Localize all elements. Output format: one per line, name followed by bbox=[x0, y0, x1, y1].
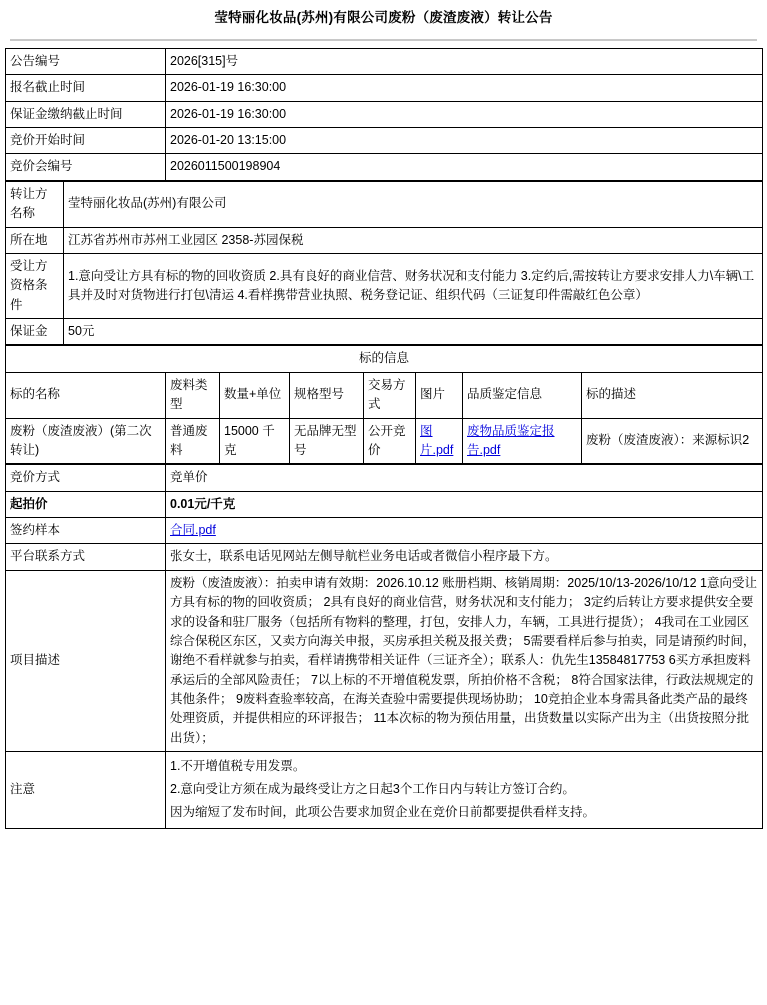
table-row bbox=[6, 544, 763, 570]
row-label: 竞价开始时间 bbox=[6, 128, 166, 154]
transferor-table bbox=[5, 181, 763, 346]
row-label: 报名截止时间 bbox=[6, 75, 166, 101]
row-label: 保证金 bbox=[6, 319, 64, 345]
row-label: 所在地 bbox=[6, 227, 64, 253]
row-label: 保证金缴纳截止时间 bbox=[6, 101, 166, 127]
quality-report-pdf-link[interactable]: 废物品质鉴定报告.pdf bbox=[467, 423, 555, 457]
table-row bbox=[6, 319, 763, 345]
contract-pdf-link[interactable]: 合同.pdf bbox=[170, 523, 216, 538]
row-value: 50元 bbox=[64, 319, 763, 345]
starting-price-value: 0.01元/千克 bbox=[166, 491, 763, 517]
row-label: 竞价方式 bbox=[6, 465, 166, 491]
table-row bbox=[6, 154, 763, 180]
row-value: 2026-01-20 13:15:00 bbox=[166, 128, 763, 154]
section-heading: 标的信息 bbox=[6, 346, 763, 372]
subject-spec: 无品牌无型号 bbox=[290, 418, 364, 464]
notice-line: 2.意向受让方须在成为最终受让方之日起3个工作日内与转让方签订合约。 bbox=[170, 782, 575, 797]
notice-line: 因为缩短了发布时间，此项公告要求加贸企业在竞价日前都要提供看样支持。 bbox=[170, 805, 596, 820]
subject-description: 废粉（废渣废液）：来源标识2 bbox=[582, 418, 763, 464]
notice-row bbox=[6, 752, 763, 828]
row-label: 转让方名称 bbox=[6, 181, 64, 227]
title-divider bbox=[10, 39, 757, 41]
row-value: 莹特丽化妆品(苏州)有限公司 bbox=[64, 181, 763, 227]
column-header-image: 图片 bbox=[416, 372, 463, 418]
table-row bbox=[6, 128, 763, 154]
subject-section-heading-row bbox=[6, 346, 763, 372]
subject-header-row bbox=[6, 372, 763, 418]
table-row bbox=[6, 491, 763, 517]
row-value: 1.意向受让方具有标的物的回收资质 2.具有良好的商业信营、财务状况和支付能力 3.定约后,需按转让方要求安排人力\车辆\工具并及时对货物进行打包\清运 4.看样携带营业执照、税务登记证、组织代码（三证复印件需敲红色公章） bbox=[64, 253, 763, 318]
row-value: 江苏省苏州市苏州工业园区 2358-苏园保税 bbox=[64, 227, 763, 253]
row-value: 2026011500198904 bbox=[166, 154, 763, 180]
row-label: 受让方资格条件 bbox=[6, 253, 64, 318]
page-title: 莹特丽化妆品(苏州)有限公司废粉（废渣废液）转让公告 bbox=[214, 10, 553, 25]
table-row bbox=[6, 253, 763, 318]
table-row bbox=[6, 465, 763, 491]
image-pdf-link[interactable]: 图片.pdf bbox=[420, 423, 454, 457]
table-row bbox=[6, 75, 763, 101]
table-row bbox=[6, 181, 763, 227]
table-row bbox=[6, 48, 763, 74]
subject-image-cell bbox=[416, 418, 463, 464]
column-header-quantity: 数量+单位 bbox=[220, 372, 290, 418]
row-value: 张女士，联系电话见网站左侧导航栏业务电话或者微信小程序最下方。 bbox=[166, 544, 763, 570]
row-label: 公告编号 bbox=[6, 48, 166, 74]
table-row bbox=[6, 418, 763, 464]
table-row bbox=[6, 227, 763, 253]
column-header-spec: 规格型号 bbox=[290, 372, 364, 418]
column-header-name: 标的名称 bbox=[6, 372, 166, 418]
notice-line: 1.不开增值税专用发票。 bbox=[170, 759, 306, 774]
row-label: 签约样本 bbox=[6, 518, 166, 544]
project-description-text: 废粉（废渣废液）：拍卖申请有效期：2026.10.12 账册档期、核销周期：2025/10/13-2026/10/12 1意向受让方具有标的物的回收资质； 2具有良好的商业信营，财务状况和支付能力； 3定约后转让方要求提供安全要求的设备和驻厂服务（包括所有物料的整理，打包，安排人力，车辆，工具进行提货）； 4我司在工业园区综合保税区东区，又卖方向海关申报，买房承担关税及报关费； 5需要看样后参与拍卖，同是请预约时间，谢绝不看样就参与拍卖，看样请携带相关证件（三证齐全）；联系人：仇先生13584817753 6买方承担废料承运后的全部风险责任； 7以上标的不开增值税发票，所拍价格不含税； 8符合国家法律，行政法规规定的其他条件； 9废料查验率较高，在海关查验中需要提供现场协助； 10竞拍企业本身需具备此类产品的最终处理资质，并提供相应的环评报告； 11本次标的物为预估用量，出货数量以实际产出为主（出货按照分批出货）； bbox=[166, 570, 763, 751]
contract-sample-cell bbox=[166, 518, 763, 544]
column-header-trade-mode: 交易方式 bbox=[364, 372, 416, 418]
subject-quantity: 15000 千克 bbox=[220, 418, 290, 464]
row-label: 平台联系方式 bbox=[6, 544, 166, 570]
subject-quality-cell bbox=[463, 418, 582, 464]
row-label: 竞价会编号 bbox=[6, 154, 166, 180]
bidding-details-table bbox=[5, 464, 763, 828]
subject-waste-type: 普通废料 bbox=[166, 418, 220, 464]
table-row bbox=[6, 101, 763, 127]
subject-trade-mode: 公开竞价 bbox=[364, 418, 416, 464]
row-value: 2026[315]号 bbox=[166, 48, 763, 74]
subject-info-table bbox=[5, 345, 763, 464]
row-value: 竞单价 bbox=[166, 465, 763, 491]
project-description-row bbox=[6, 570, 763, 751]
row-value: 2026-01-19 16:30:00 bbox=[166, 101, 763, 127]
row-value: 2026-01-19 16:30:00 bbox=[166, 75, 763, 101]
table-row bbox=[6, 518, 763, 544]
column-header-quality: 品质鉴定信息 bbox=[463, 372, 582, 418]
announcement-info-table bbox=[5, 48, 763, 181]
project-description-label: 项目描述 bbox=[6, 570, 166, 751]
column-header-waste-type: 废料类型 bbox=[166, 372, 220, 418]
notice-text bbox=[166, 752, 763, 828]
subject-name: 废粉（废渣废液）(第二次转让) bbox=[6, 418, 166, 464]
starting-price-label: 起拍价 bbox=[6, 491, 166, 517]
notice-label: 注意 bbox=[6, 752, 166, 828]
column-header-description: 标的描述 bbox=[582, 372, 763, 418]
